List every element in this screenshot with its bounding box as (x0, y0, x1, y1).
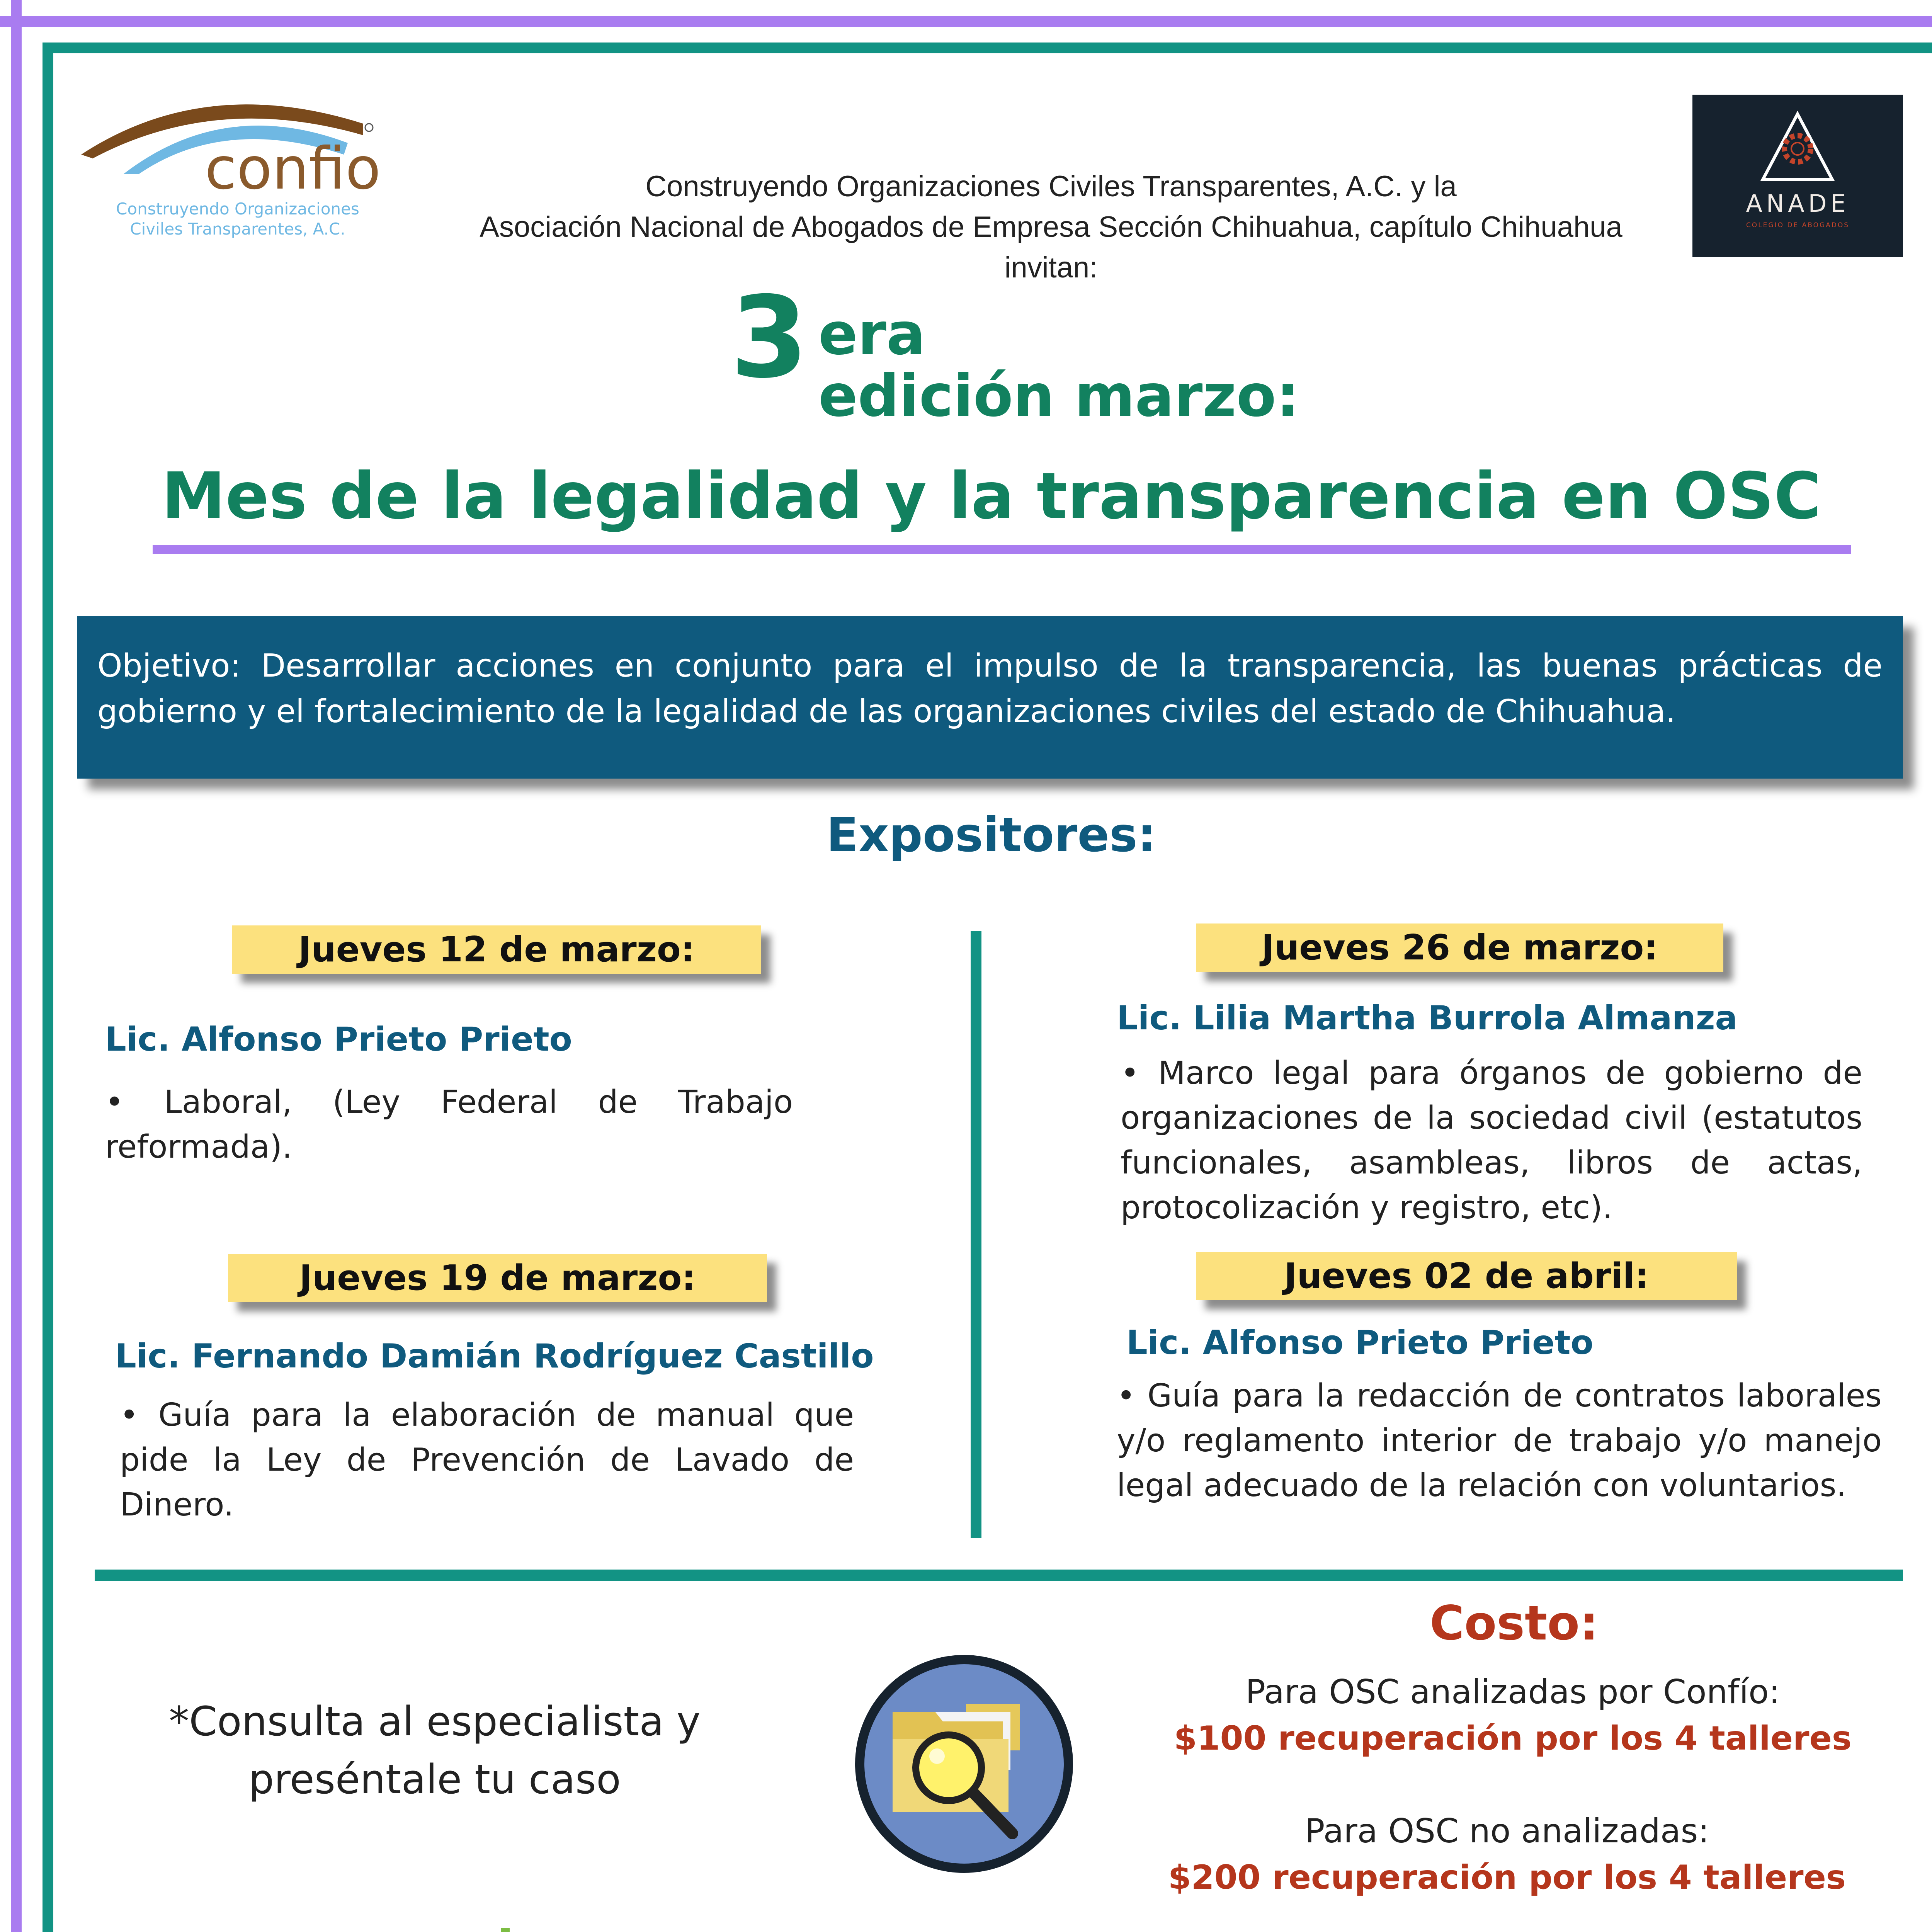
costo-heading: Costo: (1430, 1596, 1599, 1651)
costo-no-analizadas-label: Para OSC no analizadas: (1304, 1812, 1709, 1850)
consulta-line1: *Consulta al especialista y (169, 1698, 701, 1745)
intro-line2: Asociación Nacional de Abogados de Empresa Sección Chihuahua, capítulo Chihuahua (480, 211, 1622, 243)
anade-subtitle: COLEGIO DE ABOGADOS (1746, 221, 1850, 229)
intro-text (394, 166, 1708, 288)
page-title: Mes de la legalidad y la transparencia en OSC (162, 459, 1821, 534)
anade-wordmark: ANADE (1746, 189, 1850, 218)
date-tag-session-1: Jueves 12 de marzo: (232, 925, 761, 974)
confio-wordmark: confio (205, 135, 381, 202)
edition-label: edición marzo: (818, 362, 1299, 430)
column-divider (971, 931, 981, 1538)
info-divider-left (501, 1928, 510, 1932)
confio-subtitle-line1: Construyendo Organizaciones (116, 199, 359, 218)
objetivo-box (77, 616, 1903, 779)
expositores-heading: Expositores: (826, 808, 1156, 862)
speaker-session-2: Lic. Fernando Damián Rodríguez Castillo (115, 1337, 874, 1376)
confio-subtitle (97, 199, 379, 239)
costo-analizadas-label: Para OSC analizadas por Confío: (1245, 1673, 1780, 1711)
speaker-session-3: Lic. Lilia Martha Burrola Almanza (1117, 999, 1738, 1037)
folder-search-icon (850, 1650, 1078, 1878)
frame-line-left (11, 0, 22, 1932)
objetivo-text: Objetivo: Desarrollar acciones en conjunto para el impulso de la transparencia, las buenas prácticas de gobierno y el fortalecimiento de la legalidad de las organizaciones civiles del estado de Chihuahua. (97, 648, 1883, 730)
date-tag-session-4: Jueves 02 de abril: (1196, 1252, 1737, 1300)
topic-session-1: • Laboral, (Ley Federal de Trabajo reformada). (105, 1084, 793, 1165)
frame-line-top (0, 16, 1932, 27)
edition-number: 3 (730, 273, 808, 403)
date-tag-session-3: Jueves 26 de marzo: (1196, 923, 1723, 972)
confio-subtitle-line2: Civiles Transparentes, A.C. (130, 219, 345, 238)
anade-logo (1692, 95, 1903, 257)
costo-analizadas-price: $100 recuperación por los 4 talleres (1173, 1719, 1852, 1758)
teal-border-frame (43, 43, 1932, 1932)
intro-line1: Construyendo Organizaciones Civiles Transparentes, A.C. y la (645, 170, 1457, 203)
section-divider (95, 1570, 1903, 1581)
intro-line3: invitan: (1004, 251, 1098, 284)
edition-superscript: era (818, 301, 925, 368)
anade-triangle-gear-icon (1692, 95, 1903, 187)
costo-no-analizadas-price: $200 recuperación por los 4 talleres (1168, 1858, 1846, 1897)
consulta-text (116, 1692, 753, 1808)
speaker-session-4: Lic. Alfonso Prieto Prieto (1126, 1323, 1594, 1362)
date-tag-session-2: Jueves 19 de marzo: (228, 1254, 767, 1302)
title-underline (153, 545, 1851, 554)
speaker-session-1: Lic. Alfonso Prieto Prieto (105, 1020, 572, 1059)
confio-logo (77, 89, 379, 251)
topic-session-4: • Guía para la redacción de contratos laborales y/o reglamento interior de trabajo y/o manejo legal adecuado de la relación con voluntarios. (1117, 1378, 1882, 1504)
topic-session-2: • Guía para la elaboración de manual que pide la Ley de Prevención de Lavado de Dinero. (120, 1397, 854, 1523)
topic-session-3: • Marco legal para órganos de gobierno de organizaciones de la sociedad civil (estatutos funcionales, asambleas, libros de actas, protocolización y registro, etc). (1121, 1055, 1862, 1226)
consulta-line2: preséntale tu caso (248, 1756, 621, 1803)
